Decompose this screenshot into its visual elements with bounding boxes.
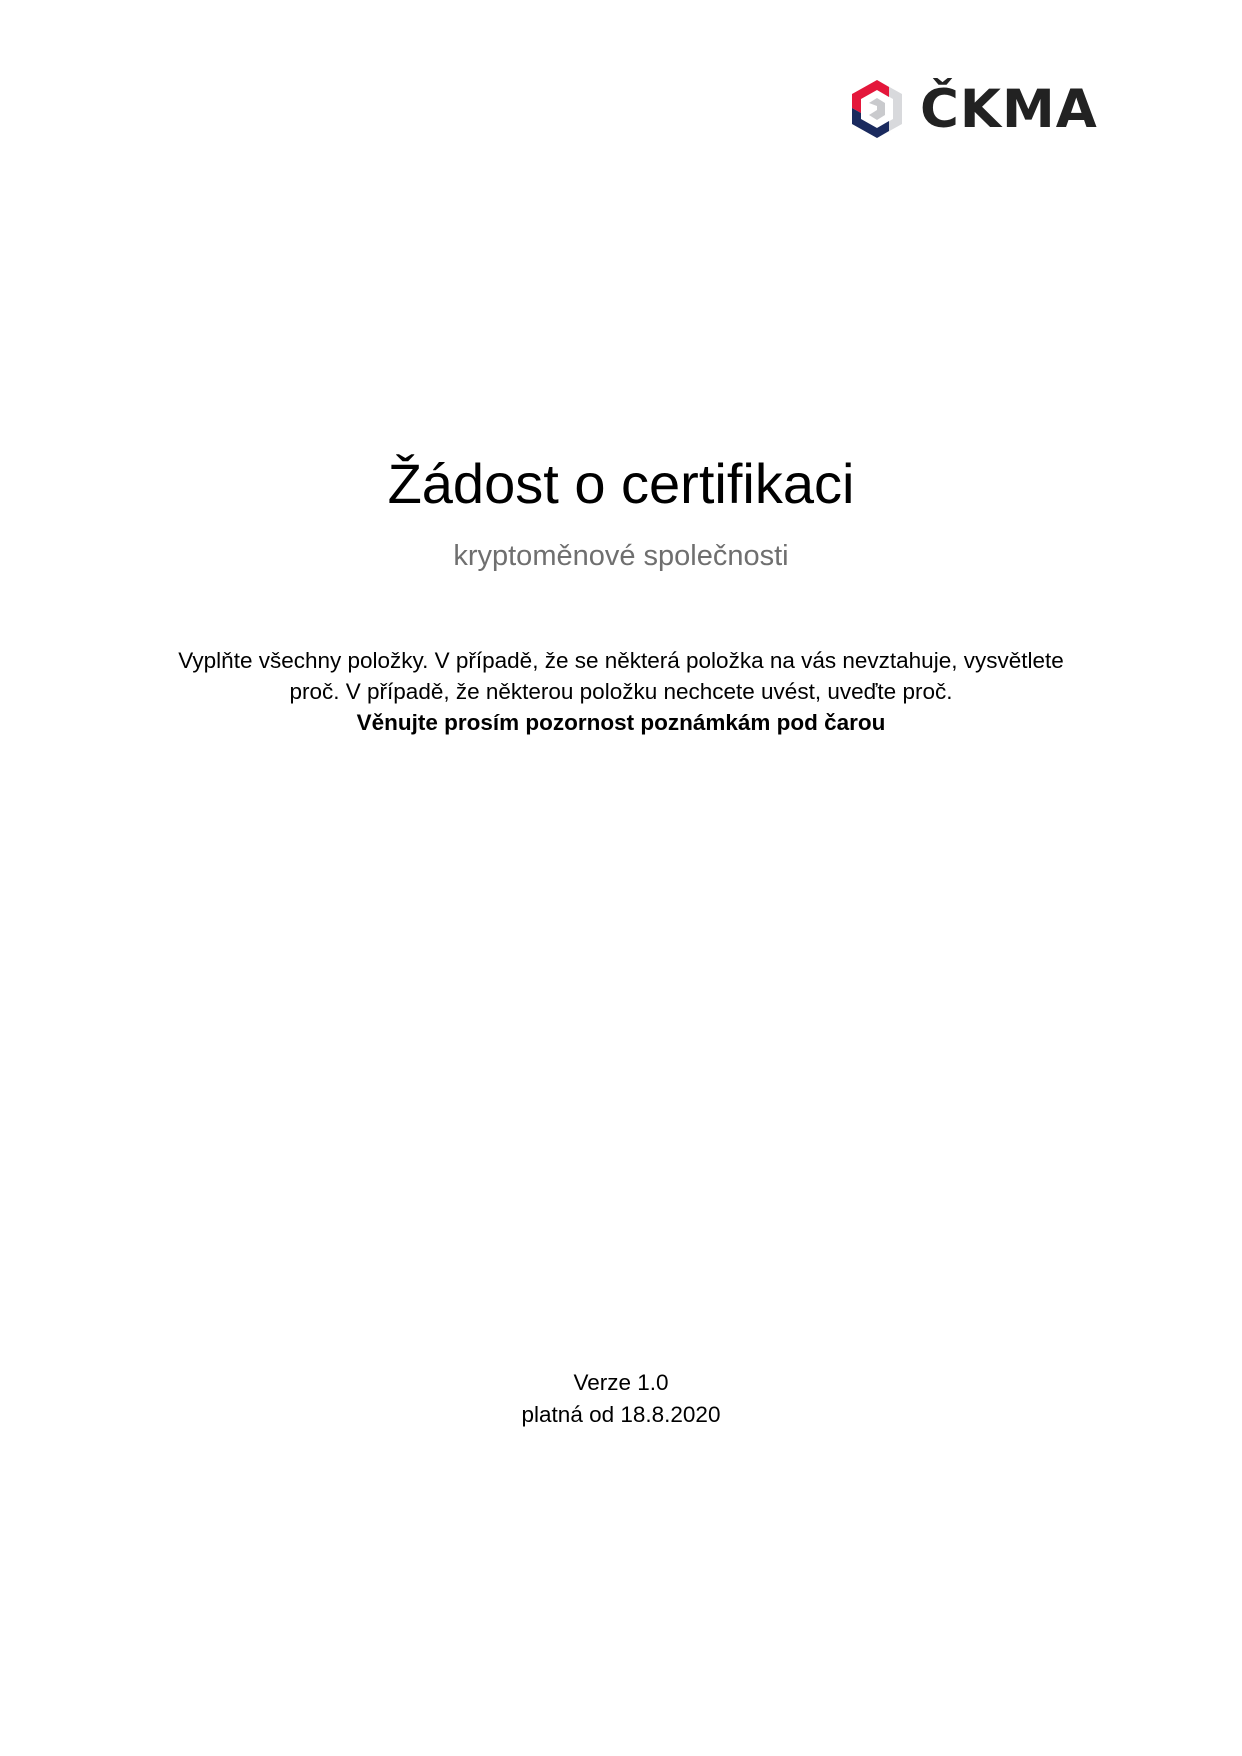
valid-from-date: platná od 18.8.2020	[521, 1402, 721, 1427]
intro-line-2: proč. V případě, že některou položku nechcete uvést, uveďte proč.	[289, 679, 953, 704]
ckma-logo-mark-icon	[846, 76, 908, 142]
intro-paragraph	[120, 645, 1122, 738]
version-label: Verze 1.0	[573, 1370, 669, 1395]
page-title: Žádost o certifikaci	[387, 452, 855, 515]
logo-wordmark: ČKMA	[920, 78, 1098, 140]
page-subtitle: kryptoměnové společnosti	[453, 540, 789, 572]
intro-line-1: Vyplňte všechny položky. V případě, že se některá položka na vás nevztahuje, vysvětlete	[178, 648, 1064, 673]
footnote-notice: Věnujte prosím pozornost poznámkám pod čarou	[356, 710, 886, 735]
version-block	[0, 1367, 1242, 1431]
brand-logo	[846, 74, 1098, 144]
